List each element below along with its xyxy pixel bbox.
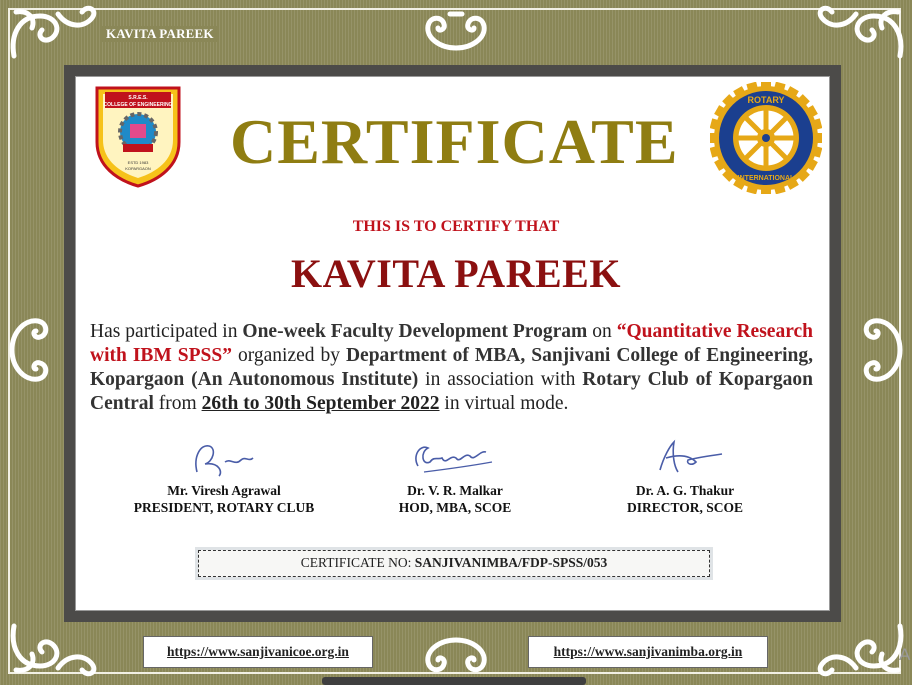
program-dates: 26th to 30th September 2022	[201, 393, 440, 414]
svg-text:COLLEGE OF ENGINEERING: COLLEGE OF ENGINEERING	[103, 102, 173, 108]
svg-text:KOPARGAON: KOPARGAON	[125, 166, 151, 171]
signatory-director: Dr. A. G. Thakur DIRECTOR, SCOE	[600, 436, 770, 516]
ornament-left-middle	[4, 305, 56, 395]
ornament-right-middle	[856, 305, 908, 395]
certificate-number-label: CERTIFICATE NO:	[300, 555, 415, 570]
recipient-name: KAVITA PAREEK	[291, 251, 621, 296]
organizer-name: Department of MBA, Sanjivani College of Engineering, Kopargaon (An Autonomous Institute)	[90, 345, 813, 390]
ornament-bottom-center	[410, 636, 502, 680]
certify-line: THIS IS TO CERTIFY THAT	[352, 218, 560, 235]
certificate-title: CERTIFICATE	[230, 106, 679, 177]
horizontal-scrollbar[interactable]	[322, 677, 586, 685]
header-recipient-name: KAVITA PAREEK	[102, 26, 218, 42]
corner-ornament-bottom-right	[808, 618, 911, 678]
rotary-wheel-icon	[710, 82, 822, 194]
ornament-top-center	[410, 8, 502, 52]
certificate-number-box	[198, 550, 710, 577]
corner-ornament-top-left	[6, 4, 106, 64]
signature-mark-2	[400, 436, 510, 482]
corner-ornament-top-right	[808, 4, 908, 64]
svg-text:ESTD 1983: ESTD 1983	[127, 160, 149, 165]
certificate-body-text: Has participated in One-week Faculty Development Program on “Quantitative Research with IBM SPSS” organized by Department of MBA, Sanjivani College of Engineering, Kopargaon (An Autonomous Institute) in association with Rotary Club of Kopargaon Central from 26th to 30th September 2022 in virtual mode.	[90, 321, 814, 414]
signature-mark-3	[630, 436, 740, 482]
signatory-president: Mr. Viresh Agrawal PRESIDENT, ROTARY CLUB	[118, 436, 330, 516]
edge-letter: A	[899, 645, 911, 664]
program-name: One-week Faculty Development Program	[242, 321, 588, 342]
signatory-hod: Dr. V. R. Malkar HOD, MBA, SCOE	[370, 436, 540, 516]
college-emblem-icon	[89, 84, 187, 188]
corner-ornament-bottom-left	[6, 618, 106, 678]
svg-text:INTERNATIONAL: INTERNATIONAL	[737, 175, 795, 182]
link-sanjivanicoe[interactable]: https://www.sanjivanicoe.org.in	[143, 636, 373, 668]
program-topic: “Quantitative Research with IBM SPSS”	[90, 321, 814, 366]
svg-text:ROTARY: ROTARY	[747, 95, 785, 105]
certificate-number-value: SANJIVANIMBA/FDP-SPSS/053	[414, 555, 608, 570]
partner-name: Rotary Club of Kopargaon Central	[90, 369, 814, 414]
link-sanjivanimba[interactable]: https://www.sanjivanimba.org.in	[528, 636, 768, 668]
signature-mark-1	[179, 436, 269, 482]
svg-text:S.R.E.S.: S.R.E.S.	[128, 95, 148, 101]
